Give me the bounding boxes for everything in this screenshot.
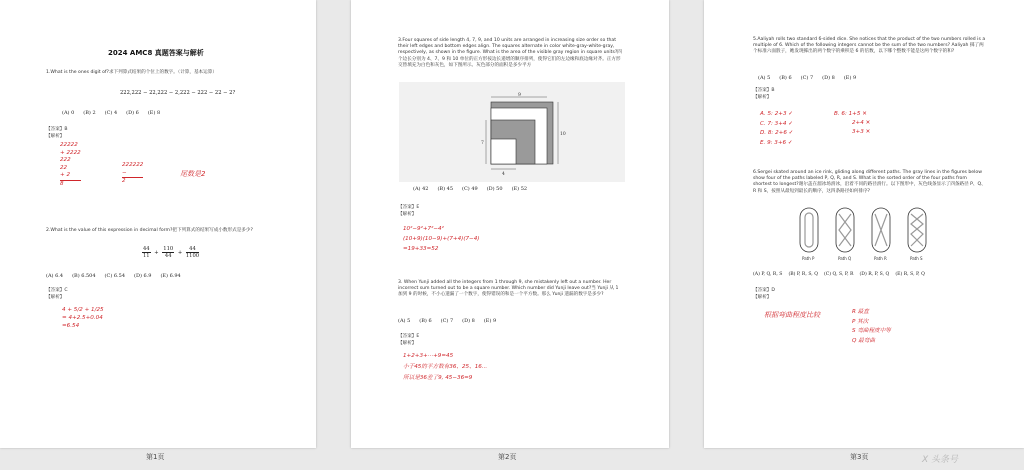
q4-option-c: (C) 7: [440, 318, 454, 324]
q6-path-q-label: Path Q: [838, 256, 852, 261]
q6-handwriting-note: 根据弯曲程度比较: [764, 311, 820, 319]
q1-handwriting-note: 尾数是2: [180, 170, 206, 178]
q3-option-e: (E) 52: [511, 186, 528, 192]
q4-answer: 【答案】E: [398, 334, 420, 339]
q1-expression: 222,222 − 22,222 − 2,222 − 222 − 22 − 2?: [120, 90, 236, 96]
q4-analysis: 【解析】: [398, 341, 417, 346]
q3-squares-diagram: [399, 82, 625, 182]
q6-option-c: (C) Q, S, P, R: [824, 272, 854, 277]
q2-option-e: (E) 6.94: [160, 273, 181, 279]
q3-option-a: (A) 42: [413, 186, 429, 192]
q2-frac2-num: 110: [163, 246, 174, 252]
q6-path-s-label: Path S: [910, 256, 923, 261]
q5-options: [758, 75, 865, 81]
q3-figure: [399, 82, 625, 182]
q3-handwriting: 10²−9²+7²−4² (10+9)(10−9)+(7+4)(7−4) =19+33=52: [403, 226, 480, 252]
document-title: 2024 AMC8 真题答案与解析: [108, 49, 204, 57]
q3-answer: 【答案】E: [398, 205, 420, 210]
q3-option-c: (C) 49: [462, 186, 478, 192]
q6-options: [753, 272, 934, 277]
q3-label-left: 7: [481, 141, 484, 146]
q4-option-e: (E) 9: [483, 318, 497, 324]
q2-option-c: (C) 6.54: [104, 273, 125, 279]
q5-answer: 【答案】B: [753, 88, 775, 93]
q6-handwriting-list: R 最直 P 其次 S 弯曲程度中等 Q 最弯曲: [852, 309, 891, 344]
page-1: [0, 0, 316, 448]
q2-frac2-den: 44: [164, 253, 172, 259]
q2-frac1-num: 44: [143, 246, 150, 252]
q6-option-e: (E) R, S, P, Q: [895, 272, 925, 277]
q2-frac1-den: 11: [143, 253, 150, 259]
q4-text: 3. When Yunji added all the integers from 1 through 9, she mistakenly left out a number. Her incorrect sum turned out to be a square number. Which number did Yunji leave out?当 Yunji 从 1 加到 9 的时候，不小心遗漏了一个数字，使得错误的和是一个平方数。那么 Yunji 遗漏的数字是多少?: [398, 280, 619, 298]
q2-op1: +: [154, 250, 159, 256]
q2-option-d: (D) 6.9: [134, 273, 152, 279]
q5-handwriting-list: A. 5: 2+3 ✓ C. 7: 3+4 ✓ D. 8: 2+6 ✓ E. 9: 3+6 ✓: [760, 111, 794, 146]
q6-path-p-label: Path P: [802, 256, 815, 261]
q2-option-a: (A) 6.4: [46, 273, 64, 279]
q4-handwriting: 1+2+3+···+9=45 小于45的平方数有36、25、16... 所以是36差了9, 45−36=9: [403, 353, 488, 381]
q1-answer: 【答案】B: [46, 127, 68, 132]
q3-label-top: 9: [518, 93, 521, 98]
q6-analysis: 【解析】: [753, 295, 772, 300]
q1-analysis: 【解析】: [46, 134, 65, 139]
q5-option-b: (B) 6: [779, 75, 792, 81]
q4-option-a: (A) 5: [398, 318, 411, 324]
q3-options: [413, 186, 536, 192]
q6-option-d: (D) R, P, S, Q: [859, 272, 890, 277]
q6-text: 6.Sergei skated around an ice rink, gliding along different paths. The gray lines in the figures below show four of the paths labeled P, Q, R, and S. What is the sorted order of the four paths from shortest to longest?谢尔盖在溜冰场滑冰，沿着不同的路径滑行。以下图形中，灰色线条显示了四条路径 P、Q、R 和 S，按照从最短到最长的顺序，这四条路径如何排序?: [753, 170, 986, 194]
q5-text: 5.Aaliyah rolls two standard 6-sided dice. She notices that the product of the two numbers rolled is a multiple of 6. Which of the following integers cannot be the sum of the two numbers? Aaliyah 掷了两个标准六面骰子，她发现掷出的两个数字的乘积是 6 的倍数，以下哪个整数不能是这两个数字的和?: [753, 37, 986, 55]
q3-option-d: (D) 50: [486, 186, 503, 192]
page-3-label: 第3页: [850, 453, 869, 461]
q5-analysis: 【解析】: [753, 95, 772, 100]
q1-option-b: (B) 2: [83, 110, 96, 116]
page-2: [351, 0, 669, 448]
q2-expression: [140, 246, 201, 259]
q5-option-e: (E) 9: [843, 75, 857, 81]
q3-label-right: 10: [560, 132, 566, 137]
q3-label-bottom: 4: [502, 172, 505, 177]
q5-handwriting-side: B. 6: 1+5 ✕ 2+4 ✕ 3+3 ✕: [834, 111, 871, 135]
q1-option-e: (E) 8: [147, 110, 161, 116]
q6-option-b: (B) P, R, S, Q: [788, 272, 818, 277]
q1-handwriting-col2: 222222 − 2: [122, 162, 144, 184]
q2-op2: +: [177, 250, 183, 256]
page-1-label: 第1页: [146, 453, 165, 461]
q4-option-b: (B) 6: [419, 318, 432, 324]
q6-path-r-label: Path R: [874, 256, 887, 261]
q2-options: [46, 273, 190, 279]
page-2-label: 第2页: [498, 453, 517, 461]
q1-options: [62, 110, 169, 116]
q5-option-d: (D) 8: [822, 75, 835, 81]
q6-answer: 【答案】D: [753, 288, 775, 293]
q1-option-a: (A) 0: [62, 110, 75, 116]
q2-handwriting: 4 + 5/2 + 1/25 = 4+2.5+0.04 =6.54: [62, 307, 104, 329]
q2-analysis: 【解析】: [46, 295, 65, 300]
q3-text: 3.Four squares of side length 4, 7, 9, and 10 units are arranged in increasing size order so that their left edges and bottom edges align. The squares alternate in color white-gray-white-gray, respectively, as shown in the figure. What is the area of the visible gray region in square units?四个边长分别为 4、7、9 和 10 单位的正方形按边长递增的顺序排列，使得它们的左边缘和底边缘对齐。正方形交替填充为白色和灰色，如下图所示。灰色部分的面积是多少平方: [398, 38, 622, 68]
q6-option-a: (A) P, Q, R, S: [753, 272, 783, 277]
q5-option-a: (A) 5: [758, 75, 771, 81]
q2-frac3-num: 44: [186, 246, 199, 253]
q1-text: 1.What is the ones digit of?求下列算式结果的个位上的数字。（计算，基本运算）: [46, 70, 217, 75]
q4-options: [398, 318, 505, 324]
q6-paths-figure: [794, 204, 954, 264]
q2-text: 2.What is the value of this expression in decimal form?把下列算式的结果写成小数形式是多少?: [46, 228, 253, 233]
q1-option-d: (D) 6: [126, 110, 139, 116]
q2-answer: 【答案】C: [46, 288, 68, 293]
q6-paths-diagram: [794, 204, 954, 264]
q3-analysis: 【解析】: [398, 212, 417, 217]
q1-option-c: (C) 4: [104, 110, 118, 116]
q1-handwriting-col1: 22222 + 2222 222 22 + 2 8: [60, 142, 81, 187]
q2-frac3-den: 1100: [185, 253, 200, 259]
page-3: [704, 0, 1024, 448]
q3-option-b: (B) 45: [437, 186, 453, 192]
q4-option-d: (D) 8: [462, 318, 475, 324]
watermark: X 头条号: [922, 455, 959, 465]
q2-option-b: (B) 6.504: [72, 273, 96, 279]
q5-option-c: (C) 7: [800, 75, 814, 81]
